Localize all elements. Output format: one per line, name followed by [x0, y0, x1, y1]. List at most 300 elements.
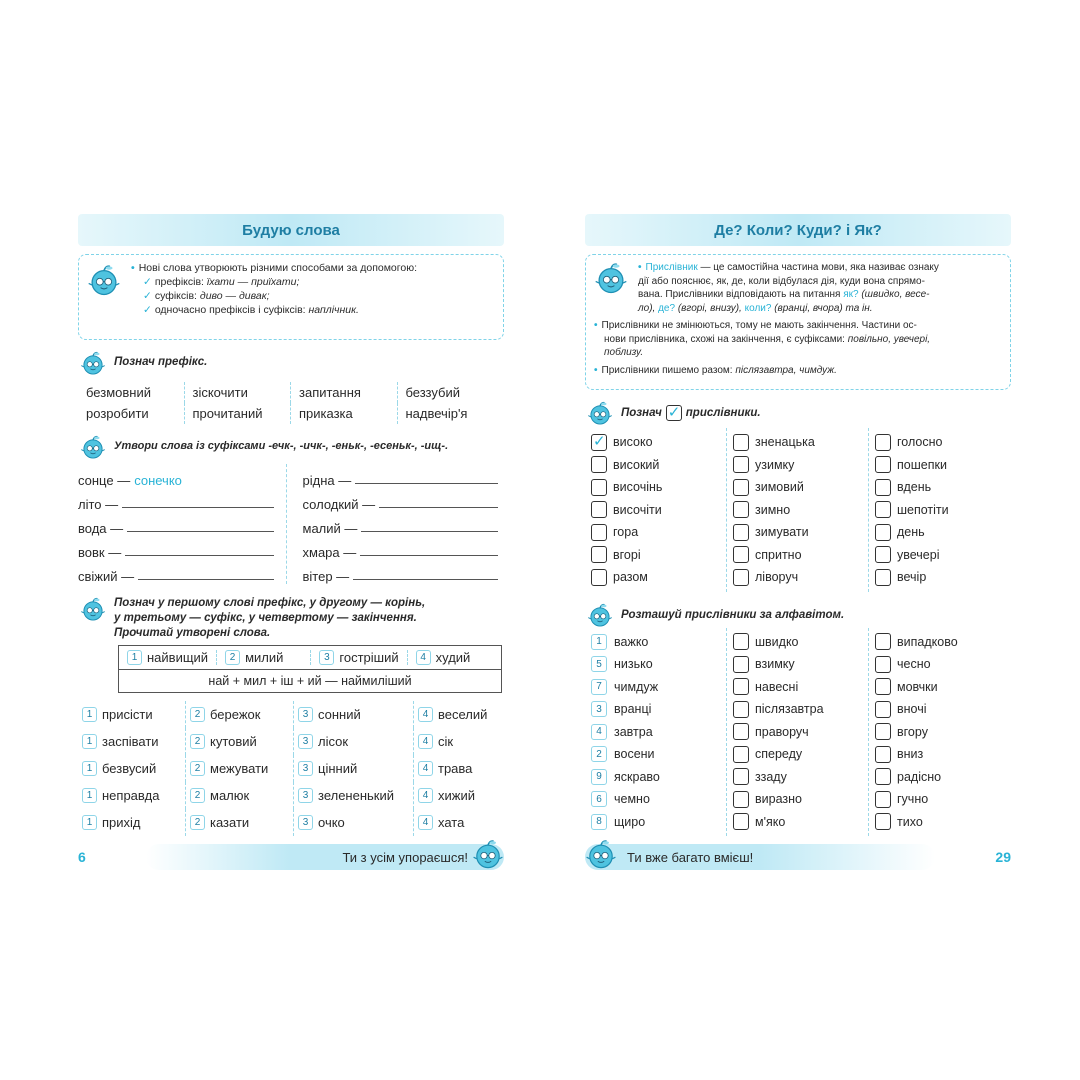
left-task3 — [78, 596, 504, 641]
right-task1 — [585, 400, 1011, 426]
number-box: 4 — [418, 707, 433, 722]
order-box[interactable] — [733, 701, 749, 718]
word-text: сонний — [318, 707, 361, 722]
left-page-title-bar — [78, 214, 504, 246]
info-b2-ex: повільно, увечері, — [847, 333, 931, 345]
fill-row — [303, 536, 505, 560]
order-box[interactable] — [733, 633, 749, 650]
left-footer-bar — [146, 844, 504, 870]
checkbox-item[interactable] — [733, 544, 862, 567]
example-word: худий — [435, 650, 471, 665]
order-box[interactable] — [733, 746, 749, 763]
word-text: чемно — [614, 792, 650, 807]
word-text: цінний — [318, 761, 358, 776]
word-cell[interactable]: приказка — [291, 403, 398, 424]
word-column — [727, 628, 869, 837]
number-box: 4 — [591, 724, 607, 740]
checkbox-item[interactable] — [733, 476, 862, 499]
word-column — [869, 428, 1011, 592]
answer-line[interactable] — [360, 555, 498, 556]
word-text: низько — [614, 657, 653, 672]
left-task2-fill — [78, 464, 504, 584]
word-text: спереду — [755, 747, 803, 762]
number-box: 2 — [190, 815, 205, 830]
order-item[interactable] — [733, 743, 862, 766]
word-text: тихо — [897, 814, 923, 829]
apple-mascot-icon — [585, 400, 615, 426]
number-box: 3 — [319, 650, 334, 665]
info-ex-when: (вранці, вчора) та ін. — [771, 302, 873, 314]
answer-line[interactable] — [353, 579, 498, 580]
checkbox-item[interactable] — [733, 499, 862, 522]
checkbox-item[interactable] — [591, 476, 720, 499]
info-b3: Прислівники пишемо разом: — [601, 364, 736, 376]
order-box[interactable] — [875, 813, 891, 830]
fill-row — [78, 512, 280, 536]
checkbox[interactable] — [875, 434, 891, 451]
fill-word: хмара — — [302, 545, 357, 560]
number-box: 3 — [298, 788, 313, 803]
checkbox[interactable] — [733, 524, 749, 541]
order-item[interactable] — [591, 788, 720, 811]
left-task1-instruction: Познач префікс. — [114, 356, 208, 368]
checkbox[interactable] — [875, 569, 891, 586]
word-cell[interactable] — [186, 755, 294, 782]
order-box[interactable] — [733, 791, 749, 808]
word-cell[interactable]: зіскочити — [185, 382, 292, 403]
word-text: очко — [318, 815, 345, 830]
info-b3-ex: післязавтра, чимдуж. — [735, 364, 837, 376]
example-answer: сонечко — [134, 473, 182, 488]
answer-line[interactable] — [361, 531, 498, 532]
word-text: межувати — [210, 761, 269, 776]
word-text: ззаду — [755, 769, 787, 784]
left-task2-instruction: Утвори слова із суфіксами -ечк-, -ичк-, -еньк-, -есеньк-, -ищ-. — [114, 440, 449, 452]
number-box: 9 — [591, 769, 607, 785]
number-box: 2 — [190, 788, 205, 803]
word-text: випадково — [897, 634, 958, 649]
number-box: 1 — [591, 634, 607, 650]
checkbox-item[interactable] — [875, 454, 1005, 477]
left-task1 — [78, 350, 504, 376]
left-footer — [78, 844, 504, 870]
word-text: безвусий — [102, 761, 157, 776]
order-item[interactable] — [733, 766, 862, 789]
word-text: восени — [614, 747, 655, 762]
word-text: малюк — [210, 788, 250, 803]
order-box[interactable] — [733, 656, 749, 673]
word-text: зелененький — [318, 788, 395, 803]
info-b2-ex-2: поблизу. — [604, 347, 644, 358]
word-text: гора — [613, 525, 639, 540]
checkbox[interactable] — [875, 501, 891, 518]
word-text: вгору — [897, 724, 928, 739]
checkbox[interactable] — [733, 569, 749, 586]
word-column — [869, 628, 1011, 837]
word-text: вгорі — [613, 547, 641, 562]
word-text: виразно — [755, 792, 802, 807]
word-text: високо — [613, 435, 653, 450]
word-text: високий — [613, 457, 660, 472]
example-cell — [408, 650, 501, 665]
info-prefix-example: їхати — приїхати; — [206, 276, 300, 288]
right-task2-grid — [585, 628, 1011, 837]
word-cell[interactable] — [414, 809, 504, 836]
fill-word: рідна — — [302, 473, 352, 488]
number-box: 3 — [298, 707, 313, 722]
fill-row — [78, 560, 280, 584]
left-page-number: 6 — [78, 849, 86, 865]
word-cell[interactable] — [294, 701, 414, 728]
order-item[interactable] — [591, 631, 720, 654]
checkbox-item[interactable] — [591, 566, 720, 589]
apple-mascot-icon — [78, 434, 108, 460]
number-box: 2 — [190, 707, 205, 722]
word-text: ліворуч — [755, 570, 799, 585]
left-task2-right-column — [287, 464, 505, 584]
info-b2-2: нови прислівника, схожі на закінчення, є суфіксами: — [604, 333, 848, 345]
info-suffix-example: диво — дивак; — [199, 290, 270, 302]
checkbox-item[interactable] — [875, 566, 1005, 589]
right-page — [585, 214, 1011, 870]
checkbox[interactable] — [733, 546, 749, 563]
fill-row — [303, 488, 505, 512]
right-page-number: 29 — [995, 849, 1011, 865]
word-text: праворуч — [755, 724, 809, 739]
order-item[interactable] — [733, 721, 862, 744]
checkbox[interactable] — [591, 501, 607, 518]
info-ex-how: (швидко, весе- — [858, 289, 930, 300]
word-text: разом — [613, 570, 648, 585]
checkbox-item[interactable] — [733, 521, 862, 544]
left-task1-grid — [78, 382, 504, 424]
order-box[interactable] — [875, 768, 891, 785]
left-page-title: Будую слова — [242, 221, 340, 239]
order-item[interactable] — [733, 676, 862, 699]
left-task2-left-column — [78, 464, 287, 584]
right-task1-grid — [585, 428, 1011, 592]
left-page — [78, 214, 504, 870]
order-box[interactable] — [733, 813, 749, 830]
word-text: мовчки — [897, 679, 938, 694]
word-cell[interactable]: безмовний — [78, 382, 185, 403]
word-cell[interactable] — [294, 728, 414, 755]
info-term: Прислівник — [645, 262, 698, 273]
checkbox[interactable] — [591, 456, 607, 473]
word-cell[interactable] — [186, 782, 294, 809]
word-cell[interactable]: прочитаний — [185, 403, 292, 424]
order-box[interactable] — [875, 678, 891, 695]
order-item[interactable] — [733, 811, 862, 834]
checkbox[interactable] — [591, 434, 607, 451]
word-text: швидко — [755, 634, 799, 649]
word-text: м'яко — [755, 814, 786, 829]
answer-line[interactable] — [138, 579, 273, 580]
word-cell[interactable] — [78, 701, 186, 728]
word-text: височіти — [613, 502, 662, 517]
fill-row — [78, 464, 280, 488]
answer-line[interactable] — [355, 483, 498, 484]
order-item[interactable] — [875, 698, 1005, 721]
left-task3-instruction-3: Прочитай утворені слова. — [114, 627, 271, 639]
fill-word: сонце — — [78, 473, 131, 488]
number-box: 4 — [418, 788, 433, 803]
word-text: кутовий — [210, 734, 257, 749]
order-item[interactable] — [591, 743, 720, 766]
info-q-how: як? — [843, 289, 859, 300]
answer-line[interactable] — [127, 531, 273, 532]
info-both-example: наплічник. — [308, 304, 359, 316]
word-cell[interactable] — [294, 755, 414, 782]
number-box: 4 — [418, 815, 433, 830]
checkbox[interactable] — [591, 479, 607, 496]
order-box[interactable] — [875, 701, 891, 718]
word-text: важко — [614, 634, 649, 649]
order-item[interactable] — [591, 766, 720, 789]
fill-row — [303, 464, 505, 488]
word-text: вниз — [897, 747, 924, 762]
order-item[interactable] — [875, 721, 1005, 744]
number-box: 2 — [591, 746, 607, 762]
number-box: 2 — [225, 650, 240, 665]
order-item[interactable] — [875, 743, 1005, 766]
word-text: зимно — [755, 502, 791, 517]
order-box[interactable] — [875, 633, 891, 650]
word-text: пошепки — [897, 457, 947, 472]
left-task2 — [78, 434, 504, 460]
checkbox[interactable] — [591, 546, 607, 563]
apple-mascot-icon — [78, 350, 108, 376]
number-box: 4 — [418, 761, 433, 776]
word-text: зимовий — [755, 480, 804, 495]
checkbox[interactable] — [875, 456, 891, 473]
word-cell[interactable] — [78, 755, 186, 782]
number-box: 4 — [416, 650, 431, 665]
order-item[interactable] — [875, 676, 1005, 699]
number-box: 6 — [591, 791, 607, 807]
word-cell[interactable]: надвечір'я — [405, 406, 468, 421]
order-box[interactable] — [875, 656, 891, 673]
right-task2 — [585, 602, 1011, 628]
word-text: неправда — [102, 788, 160, 803]
checkbox[interactable] — [875, 546, 891, 563]
number-box: 5 — [591, 656, 607, 672]
check-sample-icon — [666, 405, 682, 421]
word-cell[interactable] — [78, 728, 186, 755]
apple-mascot-icon — [585, 838, 617, 870]
word-cell[interactable] — [414, 728, 504, 755]
word-cell[interactable] — [78, 782, 186, 809]
right-task1-instruction-1: Познач — [621, 407, 662, 419]
number-box: 3 — [298, 734, 313, 749]
checkbox[interactable] — [875, 479, 891, 496]
order-box[interactable] — [875, 791, 891, 808]
left-task3-example-row — [119, 646, 501, 670]
order-item[interactable] — [591, 653, 720, 676]
checkbox-item[interactable] — [875, 544, 1005, 567]
number-box: 1 — [82, 761, 97, 776]
apple-mascot-icon — [594, 261, 628, 295]
answer-line[interactable] — [125, 555, 273, 556]
word-text: заспівати — [102, 734, 159, 749]
apple-mascot-icon — [87, 263, 121, 297]
checkbox-item[interactable] — [591, 499, 720, 522]
checkbox[interactable] — [733, 434, 749, 451]
checkbox[interactable] — [591, 569, 607, 586]
word-text: вранці — [614, 702, 652, 717]
right-footer-bar — [585, 844, 935, 870]
word-text: бережок — [210, 707, 261, 722]
number-box: 1 — [82, 707, 97, 722]
order-item[interactable] — [591, 721, 720, 744]
order-item[interactable] — [875, 653, 1005, 676]
word-text: хата — [438, 815, 465, 830]
word-text: шепотіти — [897, 502, 949, 517]
tick-icon: ✓ — [143, 290, 152, 302]
example-cell — [311, 650, 407, 665]
left-task3-instruction-2: у третьому — суфікс, у четвертому — закінчення. — [114, 612, 417, 624]
order-item[interactable] — [733, 698, 862, 721]
order-item[interactable] — [875, 631, 1005, 654]
checkbox-item[interactable] — [733, 566, 862, 589]
order-box[interactable] — [733, 723, 749, 740]
order-item[interactable] — [733, 788, 862, 811]
word-cell[interactable] — [414, 782, 504, 809]
info-def-1: — це самостійна частина мови, яка називає ознаку — [697, 262, 939, 273]
checkbox-item[interactable] — [591, 521, 720, 544]
word-text: чимдуж — [614, 679, 659, 694]
fill-word: вітер — — [302, 569, 350, 584]
number-box: 3 — [298, 761, 313, 776]
answer-line[interactable] — [122, 507, 273, 508]
info-both-label: одночасно префіксів і суфіксів: — [154, 304, 306, 316]
fill-word: вода — — [78, 521, 124, 536]
right-task2-instruction: Розташуй прислівники за алфавітом. — [621, 608, 845, 621]
order-item[interactable] — [591, 698, 720, 721]
apple-mascot-icon — [78, 596, 108, 622]
fill-word: літо — — [78, 497, 119, 512]
word-text: трава — [438, 761, 473, 776]
number-box: 2 — [190, 734, 205, 749]
word-column — [585, 628, 727, 837]
word-text: щиро — [614, 814, 646, 829]
number-box: 1 — [127, 650, 142, 665]
order-item[interactable] — [591, 676, 720, 699]
word-text: вночі — [897, 702, 927, 717]
word-cell[interactable] — [414, 701, 504, 728]
info-prefix-label: префіксів: — [154, 276, 204, 288]
word-text: зненацька — [755, 435, 815, 450]
fill-row — [78, 488, 280, 512]
word-text: увечері — [897, 547, 940, 562]
checkbox-item[interactable] — [875, 476, 1005, 499]
word-cell[interactable]: розробити — [78, 403, 185, 424]
checkbox[interactable] — [733, 501, 749, 518]
order-box[interactable] — [875, 723, 891, 740]
right-info-box: • Прислівник — це самостійна частина мови, яка називає ознаку дії або пояснює, як, де, коли відбулася дія, куди вона спрямо- вана. Прислівники відповідають на питання як? (швидко, весе- ло), де? (вгорі, внизу), коли? (вранці, вчора) та ін. • Прислівники не змінюються, тому не мають закінчення. Частини ос- нови прислівника, схожі на закінчення, є суфіксами: повільно, увечері, поблизу. • Прислівники пишемо разом: післязавтра, чимдуж. — [585, 254, 1011, 390]
order-item[interactable] — [733, 653, 862, 676]
word-text: хижий — [438, 788, 475, 803]
word-text: голосно — [897, 435, 943, 450]
left-footer-text: Ти з усім упораєшся! — [342, 849, 468, 865]
order-item[interactable] — [875, 788, 1005, 811]
word-text: присісти — [102, 707, 153, 722]
right-footer — [585, 844, 1011, 870]
checkbox[interactable] — [733, 479, 749, 496]
order-item[interactable] — [875, 766, 1005, 789]
checkbox[interactable] — [591, 524, 607, 541]
checkbox[interactable] — [733, 456, 749, 473]
tick-icon: ✓ — [143, 276, 152, 288]
order-box[interactable] — [733, 678, 749, 695]
word-text: сік — [438, 734, 454, 749]
example-word: найвищий — [147, 650, 209, 665]
word-text: прихід — [102, 815, 141, 830]
info-ex-where: (вгорі, внизу), — [675, 302, 745, 314]
example-cell — [217, 650, 311, 665]
word-text: гучно — [897, 792, 929, 807]
word-text: взимку — [755, 657, 795, 672]
word-column — [585, 428, 727, 592]
word-cell[interactable] — [414, 755, 504, 782]
checkbox-item[interactable] — [733, 454, 862, 477]
number-box: 2 — [190, 761, 205, 776]
order-item[interactable] — [591, 811, 720, 834]
word-cell[interactable] — [294, 782, 414, 809]
fill-row — [303, 560, 505, 584]
word-text: післязавтра — [755, 702, 824, 717]
example-word: милий — [245, 650, 284, 665]
word-cell[interactable] — [186, 809, 294, 836]
number-box: 3 — [298, 815, 313, 830]
apple-mascot-icon — [585, 602, 615, 628]
order-item[interactable] — [733, 631, 862, 654]
word-text: вечір — [897, 570, 927, 585]
fill-word: свіжий — — [78, 569, 135, 584]
word-cell[interactable]: запитання — [291, 382, 398, 403]
info-suffix-label: суфіксів: — [154, 290, 197, 302]
number-box: 4 — [418, 734, 433, 749]
word-text: височінь — [613, 480, 663, 495]
order-item[interactable] — [875, 811, 1005, 834]
example-word: гостріший — [339, 650, 399, 665]
number-box: 8 — [591, 814, 607, 830]
checkbox-item[interactable] — [733, 431, 862, 454]
word-cell[interactable] — [186, 728, 294, 755]
order-box[interactable] — [733, 768, 749, 785]
right-task1-instruction-2: прислівники. — [685, 407, 761, 419]
right-page-title-bar — [585, 214, 1011, 246]
checkbox-item[interactable] — [875, 521, 1005, 544]
word-cell[interactable] — [186, 701, 294, 728]
order-box[interactable] — [875, 746, 891, 763]
example-cell — [119, 650, 217, 665]
fill-row — [303, 512, 505, 536]
fill-word: вовк — — [78, 545, 122, 560]
checkbox-item[interactable] — [875, 499, 1005, 522]
word-cell[interactable]: беззубий — [405, 385, 460, 400]
word-cell[interactable] — [294, 809, 414, 836]
checkbox-item[interactable] — [591, 544, 720, 567]
word-cell[interactable] — [78, 809, 186, 836]
checkbox-item[interactable] — [875, 431, 1005, 454]
answer-line[interactable] — [379, 507, 498, 508]
checkbox[interactable] — [875, 524, 891, 541]
checkbox-item[interactable] — [591, 454, 720, 477]
word-text: вдень — [897, 480, 932, 495]
left-task3-instruction-1: Познач у першому слові префікс, у другому — корінь, — [114, 597, 426, 609]
checkbox-item[interactable] — [591, 431, 720, 454]
